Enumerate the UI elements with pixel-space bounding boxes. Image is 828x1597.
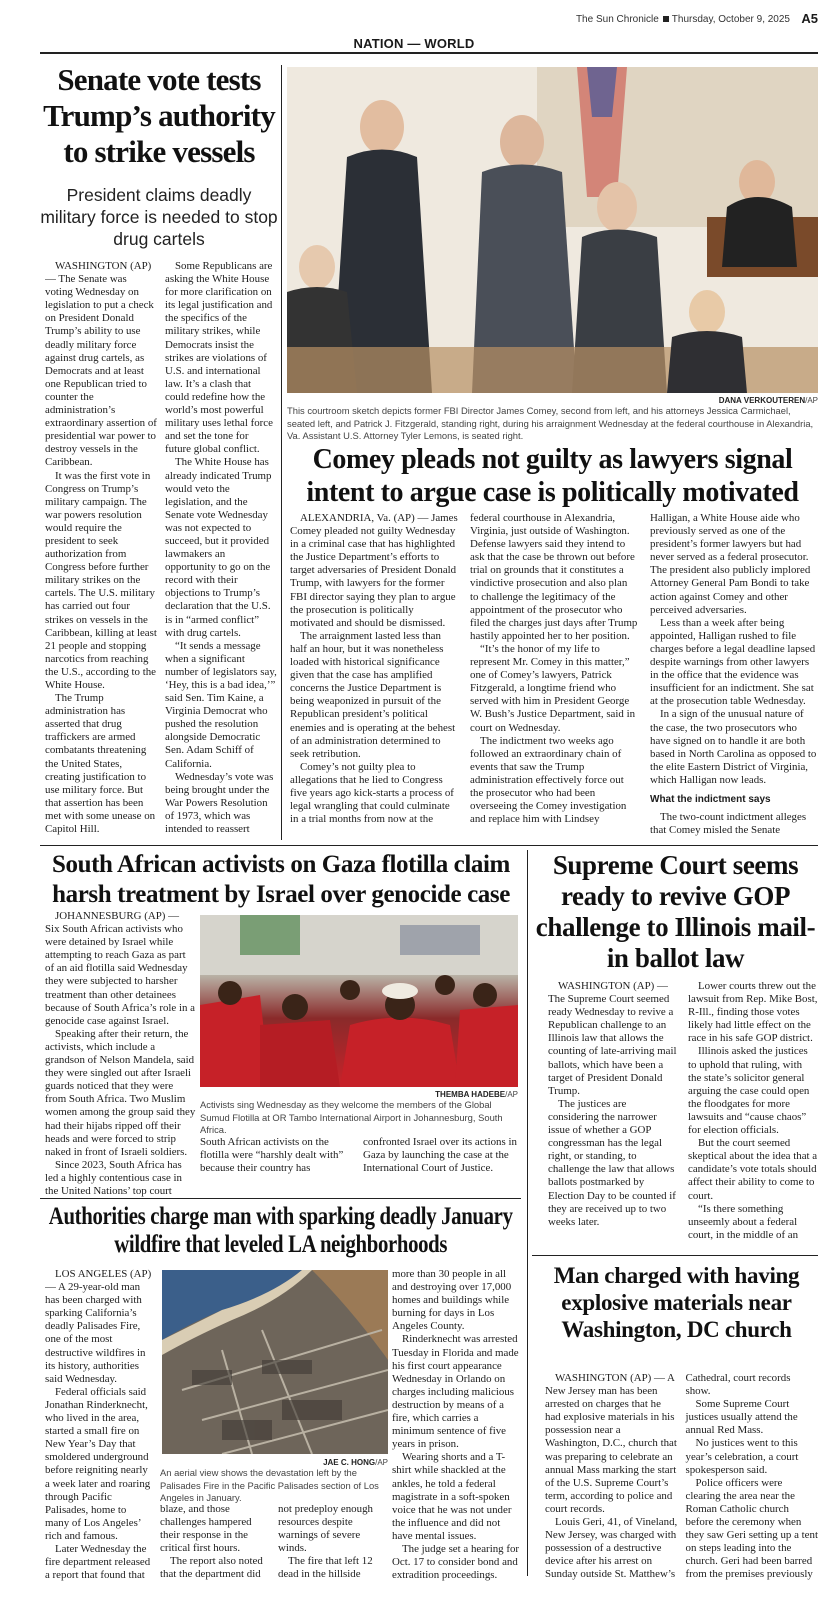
page-number: A5: [801, 11, 818, 26]
article-paragraph: Louis Geri, 41, of Vineland, New Jersey, was charged with possession of a destructive device after his arrest on Sunday outside St. Matthew’s Cathedral, court records show.: [545, 1372, 791, 1581]
article-paragraph: Since 2023, South Africa has led a highly contentious case in the United Nations’ top court: [45, 1158, 183, 1197]
article-paragraph: WASHINGTON (AP) — The Senate was voting Wednesday on legislation to put a check on President Donald Trump’s ability to use deadly military force against drug cartels, as Democrats and at least one Republican tried to counter the administration’s extraordinary assertion of presidential war power to destroy vessels in the Caribbean.: [45, 260, 157, 469]
article-paragraph: “Is there something unseemly about a federal court, in the middle of an: [688, 1202, 799, 1241]
article-paragraph: But the court seemed skeptical about the idea that a candidate’s vote totals should affect their ability to come to court.: [688, 1137, 818, 1202]
wildfire-article-body-under-photo: [160, 1503, 388, 1583]
article-paragraph: Illinois asked the justices to uphold that ruling, with the state’s solicitor general arguing the case could open the floodgates for more lawsuits and “cause chaos” for election officials.: [688, 1045, 810, 1137]
senate-headline: Senate vote tests Trump’s authority to strike vessels: [43, 62, 275, 169]
article-paragraph: The justices are considering the narrower issue of whether a GOP congressman has the legal right, or standing, to challenge the law that allows ballots postmarked by Election Day to be counted if they are received up to two weeks later.: [548, 1097, 676, 1228]
south-africa-photo-credit: [200, 1090, 518, 1099]
header-rule: [40, 52, 818, 54]
article-subhead: What the indictment says: [650, 793, 771, 805]
article-paragraph: Rinderknecht was arrested Tuesday in Florida and made his first court appearance Wednesday in Orlando on charges including malicious destruction by means of a fire, which carries a minimum sentence of five years in prison.: [392, 1333, 519, 1451]
article-paragraph: WASHINGTON (AP) — A New Jersey man has been arrested on charges that he had explosive materials in his possession near a Washington, D.C., church that was preparing to celebrate an annual Mass marking the start of the U.S. Supreme Court’s term, according to police and court records.: [545, 1372, 677, 1515]
article-paragraph: The Trump administration has asserted that drug traffickers are armed combatants threatening the United States, creating justification to use military force. But that assertion has been met with some unease on Capitol Hill.: [45, 692, 156, 836]
article-paragraph: South African activists on the flotilla were “harshly dealt with” because their country has confronted Israel over its actions in Gaza by launching the case at the International Court of Justice.: [200, 1136, 517, 1175]
article-paragraph: blaze, and those challenges hampered their response in the critical first hours.: [160, 1503, 252, 1555]
article-paragraph: The fire that left 12 dead in the hillside: [278, 1555, 373, 1581]
comey-photo-caption: This courtroom sketch depicts former FBI Director James Comey, second from left, and his attorneys Jessica Carmichael, seated left, and Patrick J. Fitzgerald, standing right, during his arraignment Wednesday at the federal courthouse in Alexandria, Va. Assistant U.S. Attorney Tyler Lemons, is seated right.: [287, 405, 814, 441]
folio-line: [576, 14, 790, 25]
church-article-body: [545, 1372, 818, 1584]
courtroom-sketch-photo: [287, 67, 818, 393]
column-divider: [281, 65, 282, 840]
aerial-drawing: [162, 1270, 388, 1454]
south-africa-photo-caption: Activists sing Wednesday as they welcome the members of the Global Sumud Flotilla at OR Tambo International Airport in Johannesburg, South Africa.: [200, 1099, 503, 1135]
wildfire-article-body-col3: [392, 1268, 523, 1582]
separator-square-icon: [663, 16, 669, 22]
article-paragraph: The report also noted that the department did not predeploy enough resources despite warnings of severe winds.: [160, 1503, 373, 1581]
senate-subhead: President claims deadly military force is needed to stop drug cartels: [40, 185, 278, 249]
section-rule: [40, 1198, 521, 1199]
photographer-name: JAE C. HONG: [323, 1458, 376, 1467]
article-paragraph: In a sign of the unusual nature of the case, the two prosecutors who have signed on to handle it are both based in North Carolina as opposed to the elite Eastern District of Virginia, which Halligan now leads.: [650, 708, 817, 786]
activists-photo: [200, 915, 518, 1087]
photographer-name: DANA VERKOUTEREN: [718, 396, 806, 405]
wildfire-article-body-col1: [45, 1268, 153, 1582]
palisades-aerial-photo: [162, 1270, 388, 1454]
photo-agency: /AP: [505, 1090, 518, 1099]
section-rule: [532, 1255, 818, 1256]
article-paragraph: The judge set a hearing for Oct. 17 to consider bond and extradition proceedings.: [392, 1542, 520, 1582]
article-paragraph: Comey’s not guilty plea to allegations that he lied to Congress five years ago kick-starts a process of legal wrangling that could culminate in a trial months from now at the federal courthouse in Alexandria, Virginia, just outside of Washington. Defense lawyers said they intend to ask that the case be thrown out before trial on grounds that it constitutes a vindictive prosecution and also plan to challenge the legitimacy of the appointment of the prosecutor who filed the charges just days after Trump hastily appointed her to her position.: [290, 512, 638, 826]
article-paragraph: Police officers were clearing the area near the Roman Catholic church before the ceremony when they saw Geri setting up a tent on steps leading into the church. Geri had been barred from the premises previously: [685, 1476, 818, 1581]
article-paragraph: Less than a week after being appointed, Halligan rushed to file charges before a legal deadline lapsed despite warnings from other lawyers in the office that the evidence was insufficient for an indictment. She sat at the prosecution table Wednesday.: [650, 616, 816, 708]
church-headline: Man charged with having explosive materials near Washington, DC church: [553, 1263, 800, 1342]
column-divider: [527, 850, 528, 1576]
photo-agency: /AP: [375, 1458, 388, 1467]
article-paragraph: The indictment two weeks ago followed an extraordinary chain of events that saw the Trump administration effectively force out the prosecutor who had been overseeing the Comey investigation and replace him with Lindsey Halligan, a White House aide who previously served as one of the president’s former lawyers but had never served as a federal prosecutor. The president also publicly implored Attorney General Pam Bondi to take action against Comey and other perceived adversaries.: [470, 512, 811, 826]
article-paragraph: No justices went to this year’s celebration, a court spokesperson said.: [685, 1437, 799, 1476]
south-africa-article-continued: [200, 1136, 518, 1178]
senate-article-body: [45, 260, 277, 840]
courtroom-sketch-drawing: [287, 67, 818, 393]
supreme-court-article-body: [548, 980, 818, 1246]
photo-agency: /AP: [805, 396, 818, 405]
article-paragraph: Later Wednesday the fire department released a report that found that: [45, 1542, 151, 1582]
photographer-name: THEMBA HADEBE: [435, 1090, 506, 1099]
article-paragraph: Lower courts threw out the lawsuit from Rep. Mike Bost, R-Ill., finding those votes likely had little effect on the race in his safe GOP district.: [688, 980, 818, 1045]
article-paragraph: more than 30 people in all and destroying over 17,000 homes and buildings while burning for days in Los Angeles County.: [392, 1268, 512, 1333]
article-paragraph: Speaking after their return, the activists, which include a grandson of Nelson Mandela, said they were singled out after Israeli guards noticed that they were from South Africa. Two Muslim women among the group said they had their hijabs ripped off their heads and were forced to strip naked in front of Israeli soldiers.: [45, 1027, 196, 1158]
section-rule: [40, 845, 818, 846]
article-paragraph: “It sends a message when a significant number of legislators say, ‘Hey, this is a bad idea,’” said Sen. Tim Kaine, a Virginia Democrat who pushed the resolution alongside Democratic Sen. Adam Schiff of California.: [165, 639, 277, 770]
article-paragraph: It was the first vote in Congress on Trump’s military campaign. The war powers resolution would require the president to seek authorization from Congress before further military strikes on the cartels. The U.S. military has carried out four strikes on vessels in the Caribbean, killing at least 21 people and stopping narcotics from reaching the U.S., according to the White House.: [45, 469, 157, 691]
article-paragraph: JOHANNESBURG (AP) — Six South African activists who were detained by Israel while attempting to reach Gaza as part of an aid flotilla said Wednesday they were subjected to harsher treatment than other detainees because of South Africa’s role in a genocide case against Israel.: [45, 910, 196, 1027]
comey-article-body: [290, 512, 818, 838]
article-paragraph: The White House has already indicated Trump would veto the legislation, and the Senate vote Wednesday was not expected to succeed, but it provided lawmakers an opportunity to go on the record with their objections to Trump’s declaration that the U.S. is in “armed conflict” with drug cartels.: [165, 456, 272, 639]
comey-photo-credit: [287, 396, 818, 405]
article-paragraph: The arraignment lasted less than half an hour, but it was nonetheless loaded with historical significance given that the case has amplified concerns the Justice Department is being weaponized in pursuit of the Republican president’s political enemies and is operating at the behest of an administration determined to seek retribution.: [290, 629, 456, 760]
newspaper-name: The Sun Chronicle: [575, 14, 659, 25]
section-title: NATION — WORLD: [353, 36, 475, 51]
crowd-drawing: [200, 915, 518, 1087]
article-paragraph: Some Republicans are asking the White House for more clarification on its legal justification and the specifics of the military strikes, while Democrats insist the strikes are violations of U.S. and international law. It’s a clash that could redefine how the world’s most powerful military uses lethal force and set the tone for future global conflict.: [165, 260, 273, 456]
article-paragraph: Wearing shorts and a T-shirt while shackled at the ankles, he told a federal magistrate in a soft-spoken voice that he was not under the influence and did not have mental issues.: [392, 1451, 512, 1542]
south-africa-headline: South African activists on Gaza flotilla claim harsh treatment by Israel over genocide case: [52, 851, 510, 908]
article-paragraph: The two-count indictment alleges that Comey misled the Senate: [650, 810, 807, 837]
article-paragraph: WASHINGTON (AP) — The Supreme Court seemed ready Wednesday to revive a Republican challenge to an Illinois law that allows the counting of late-arriving mail ballots, which have been a target of President Donald Trump.: [548, 980, 677, 1097]
wildfire-photo-caption: An aerial view shows the devastation left by the Palisades Fire in the Pacific Palisades section of Los Angeles in January.: [160, 1467, 379, 1503]
article-paragraph: “It’s the honor of my life to represent Mr. Comey in this matter,” one of Comey’s lawyers, Patrick Fitzgerald, a longtime friend who served with him in President George W. Bush’s Justice Department, said in court on Wednesday.: [470, 642, 636, 734]
article-paragraph: Some Supreme Court justices usually attend the annual Red Mass.: [685, 1398, 798, 1437]
wildfire-photo-credit: [158, 1458, 388, 1467]
wildfire-headline: Authorities charge man with sparking deadly January wildfire that leveled LA neighborhoods: [48, 1203, 513, 1258]
article-paragraph: LOS ANGELES (AP) — A 29-year-old man has been charged with sparking California’s deadly Palisades Fire, one of the most destructive wildfires in its history, authorities said Wednesday.: [45, 1268, 152, 1385]
supreme-court-headline: Supreme Court seems ready to revive GOP challenge to Illinois mail-in ballot law: [535, 850, 816, 973]
comey-headline: Comey pleads not guilty as lawyers signal intent to argue case is politically motivated: [306, 444, 799, 508]
article-paragraph: ALEXANDRIA, Va. (AP) — James Comey pleaded not guilty Wednesday in a criminal case that has highlighted the Justice Department’s efforts to target adversaries of President Donald Trump, with lawyers for the former FBI director saying they plan to argue the prosecution is politically motivated and should be dismissed.: [290, 512, 458, 629]
article-paragraph: Wednesday’s vote was being brought under the War Powers Resolution of 1973, which was intended to reassert: [165, 770, 274, 836]
issue-date: Thursday, October 9, 2025: [671, 14, 790, 25]
article-paragraph: Federal officials said Jonathan Rinderknecht, who lived in the area, started a small fire on New Year’s Day that smoldered underground before reigniting nearly a week later and roaring through Pacific Palisades, home to many of Los Angeles’ rich and famous.: [45, 1385, 151, 1542]
south-africa-article-body: [45, 910, 196, 1197]
